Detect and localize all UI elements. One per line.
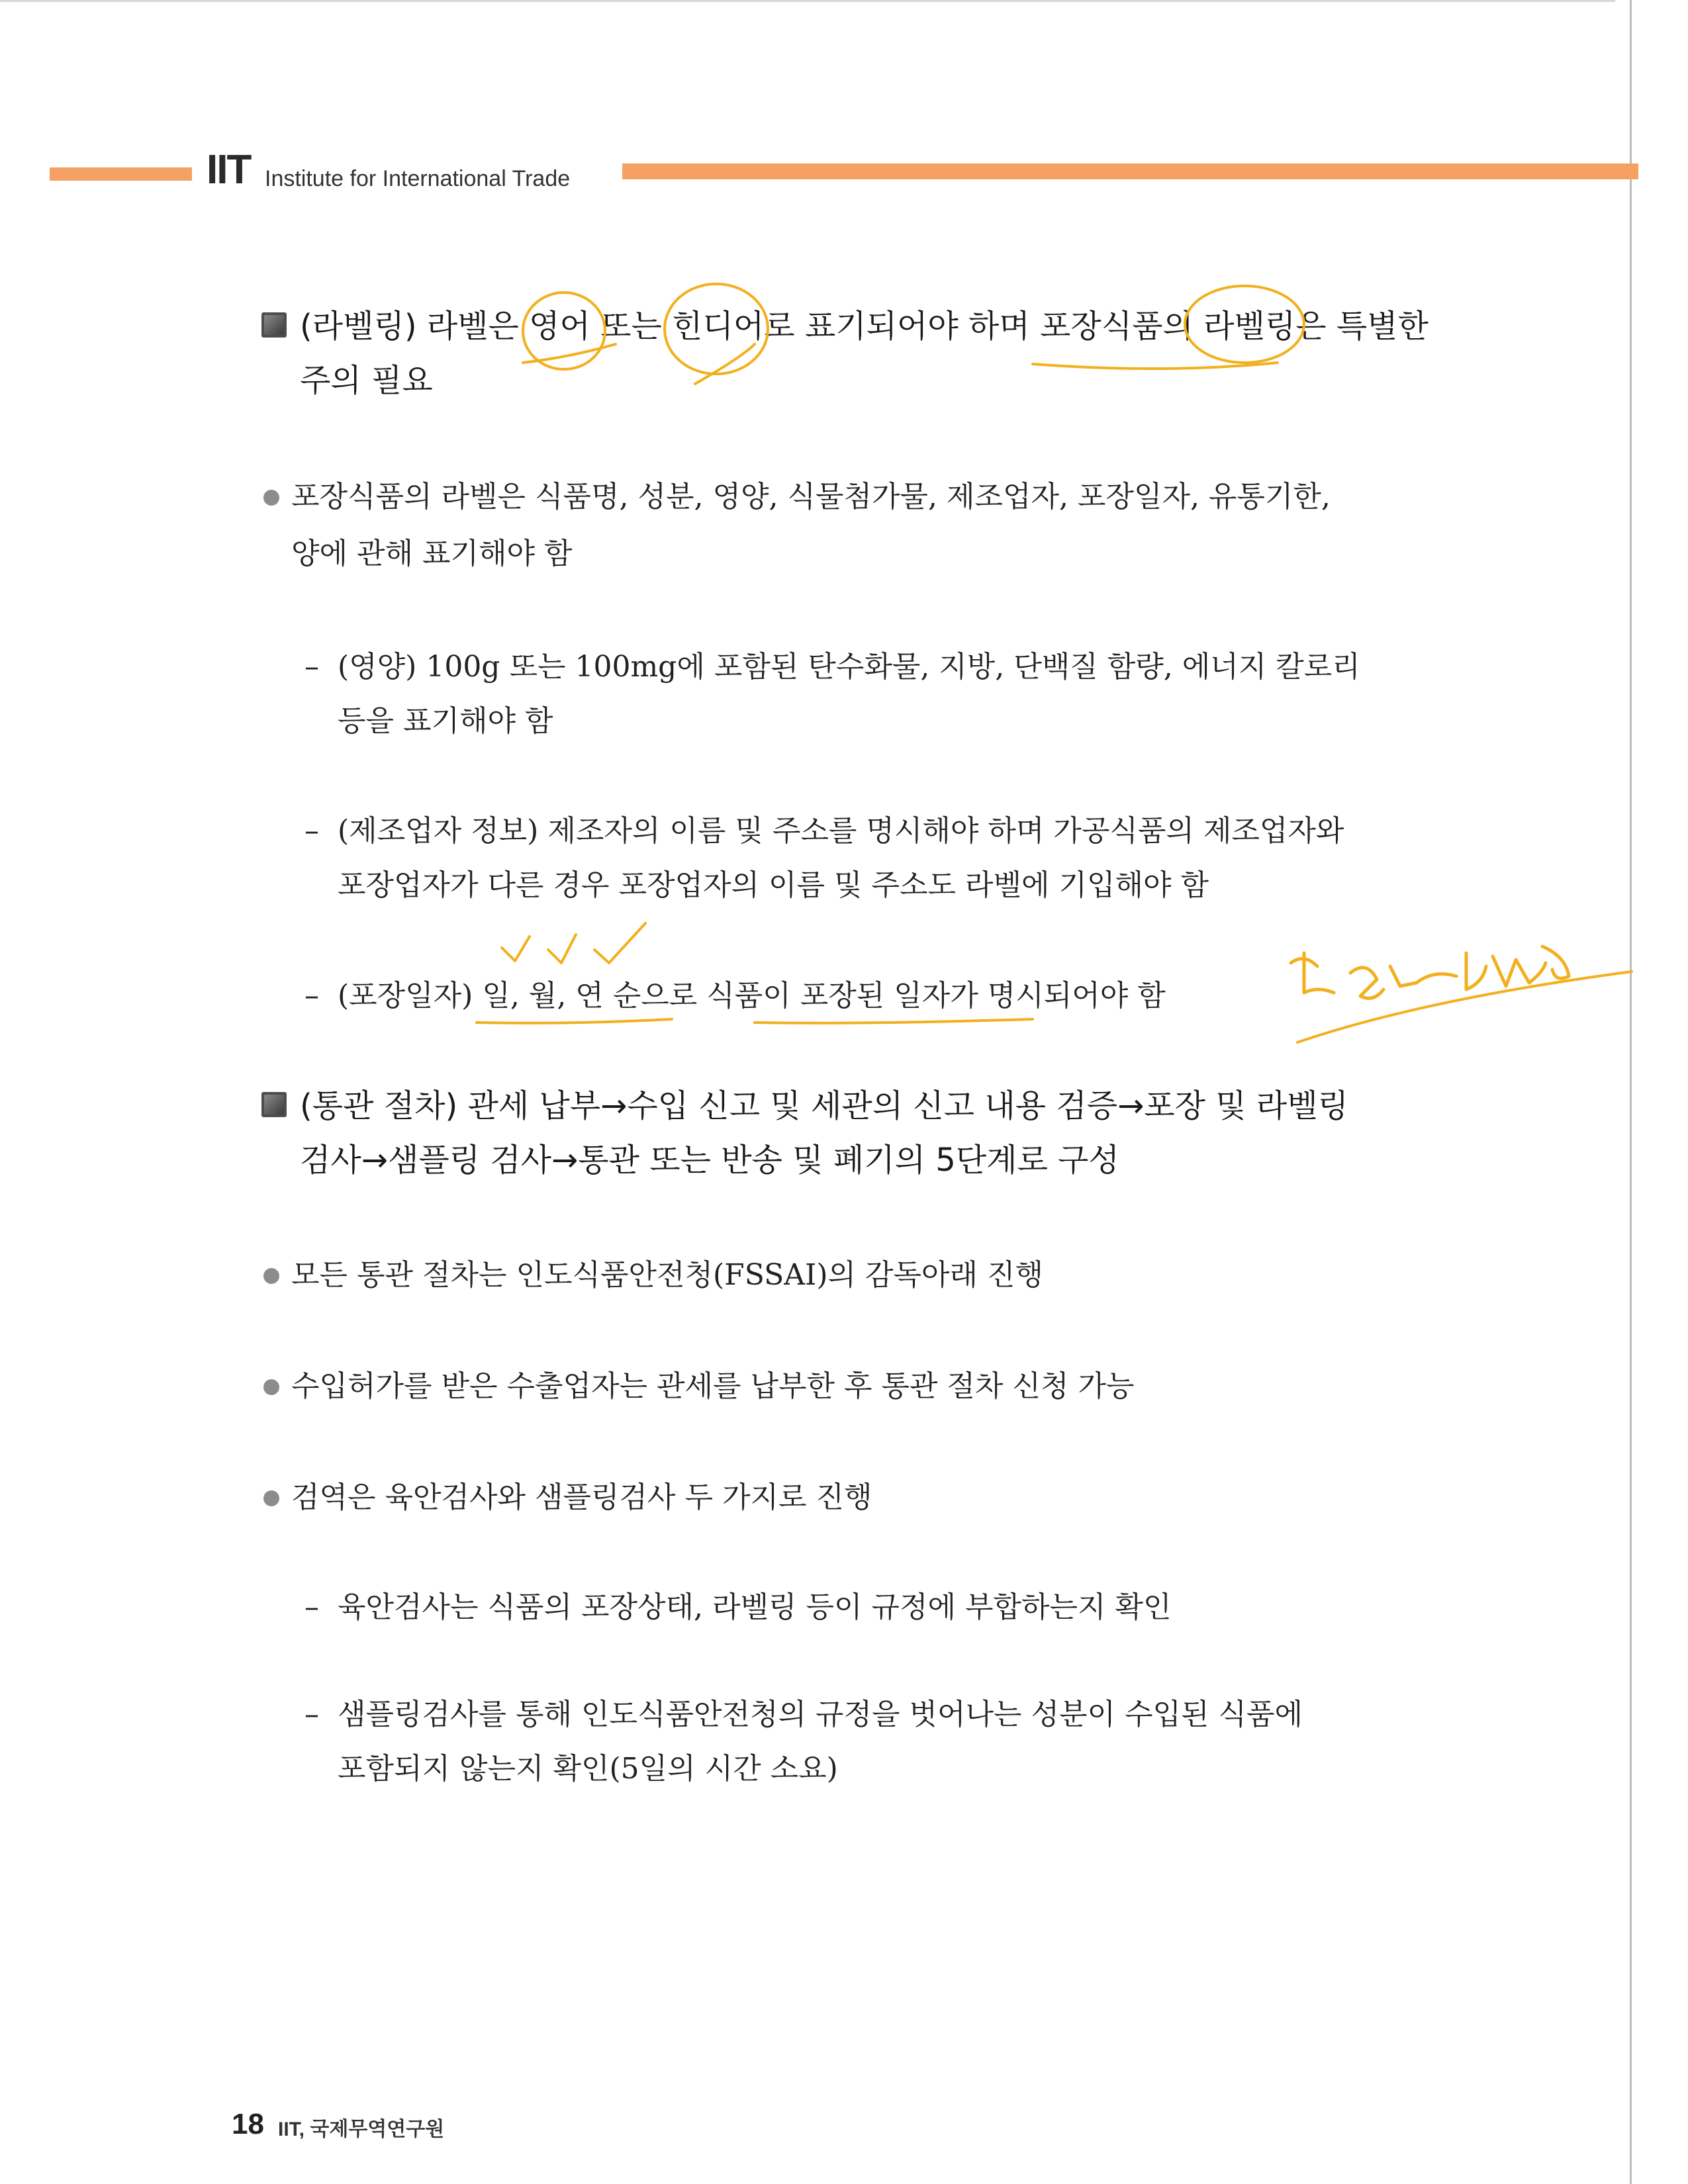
- bullet-label-contents: [263, 469, 1470, 582]
- section-heading-labeling: [261, 299, 1485, 408]
- round-bullet-icon: [263, 1490, 279, 1506]
- dash-item-packing-date: [305, 969, 1463, 1023]
- heading-line: (통관 절차) 관세 납부→수입 신고 및 세관의 신고 내용 검증→포장 및 라벨링: [300, 1087, 1349, 1124]
- dash-marker: –: [305, 1698, 319, 1731]
- dash-item-sampling-inspection: [305, 1688, 1463, 1796]
- bullet-inspection: [263, 1469, 1470, 1526]
- checkmark-icon: [548, 934, 576, 963]
- dash-line: 포함되지 않는지 확인(5일의 시간 소요): [338, 1752, 838, 1786]
- bullet-line: 모든 통관 절차는 인도식품안전청(FSSAI)의 감독아래 진행: [291, 1258, 1044, 1292]
- checkmark-icon: [594, 923, 645, 963]
- heading-line: (라벨링) 라벨은 영어 또는 힌디어로 표기되어야 하며 포장식품의 라벨링은 특별한: [300, 308, 1429, 345]
- round-bullet-icon: [263, 1268, 279, 1284]
- dash-line: 등을 표기해야 함: [338, 704, 553, 738]
- iit-logo: IIT: [207, 147, 251, 193]
- page-edge-line: [1630, 0, 1632, 2184]
- bullet-line: 포장식품의 라벨은 식품명, 성분, 영양, 식물첨가물, 제조업자, 포장일자, 유통기한,: [291, 480, 1331, 514]
- dash-marker: –: [305, 814, 319, 848]
- bullet-import-permit: [263, 1358, 1470, 1415]
- bullet-line: 양에 관해 표기해야 함: [291, 537, 573, 570]
- heading-line: 주의 필요: [300, 362, 433, 399]
- round-bullet-icon: [263, 490, 279, 506]
- bullet-fssai: [263, 1247, 1470, 1304]
- bullet-line: 수입허가를 받은 수출업자는 관세를 납부한 후 통관 절차 신청 가능: [291, 1369, 1135, 1403]
- dash-line: (영양) 100g 또는 100mg에 포함된 탄수화물, 지방, 단백질 함량, 에너지 칼로리: [338, 650, 1360, 684]
- footer-source: IIT, 국제무역연구원: [278, 2118, 445, 2140]
- square-bullet-icon: [261, 1092, 287, 1117]
- dash-line: 샘플링검사를 통해 인도식품안전청의 규정을 벗어나는 성분이 수입된 식품에: [338, 1698, 1303, 1731]
- top-border-line: [0, 0, 1615, 2]
- dash-marker: –: [305, 1590, 319, 1624]
- section-heading-customs: [261, 1079, 1485, 1187]
- header-accent-bar-right: [622, 163, 1638, 179]
- page-number: 18: [232, 2108, 264, 2140]
- square-bullet-icon: [261, 312, 287, 338]
- dash-line: 육안검사는 식품의 포장상태, 라벨링 등이 규정에 부합하는지 확인: [338, 1590, 1172, 1624]
- header-accent-bar-left: [50, 167, 192, 181]
- dash-item-visual-inspection: [305, 1580, 1463, 1635]
- header-subtitle: Institute for International Trade: [265, 166, 571, 191]
- dash-item-manufacturer: [305, 804, 1463, 913]
- bullet-line: 검역은 육안검사와 샘플링검사 두 가지로 진행: [291, 1480, 872, 1514]
- dash-line: (포장일자) 일, 월, 연 순으로 식품이 포장된 일자가 명시되어야 함: [338, 979, 1166, 1013]
- heading-line: 검사→샘플링 검사→통관 또는 반송 및 폐기의 5단계로 구성: [300, 1142, 1119, 1179]
- dash-item-nutrition: [305, 640, 1463, 749]
- checkmark-icon: [502, 936, 530, 961]
- dash-line: (제조업자 정보) 제조자의 이름 및 주소를 명시해야 하며 가공식품의 제조업자와: [338, 814, 1344, 848]
- dash-line: 포장업자가 다른 경우 포장업자의 이름 및 주소도 라벨에 기입해야 함: [338, 868, 1209, 902]
- dash-marker: –: [305, 650, 319, 684]
- round-bullet-icon: [263, 1379, 279, 1395]
- dash-marker: –: [305, 979, 319, 1013]
